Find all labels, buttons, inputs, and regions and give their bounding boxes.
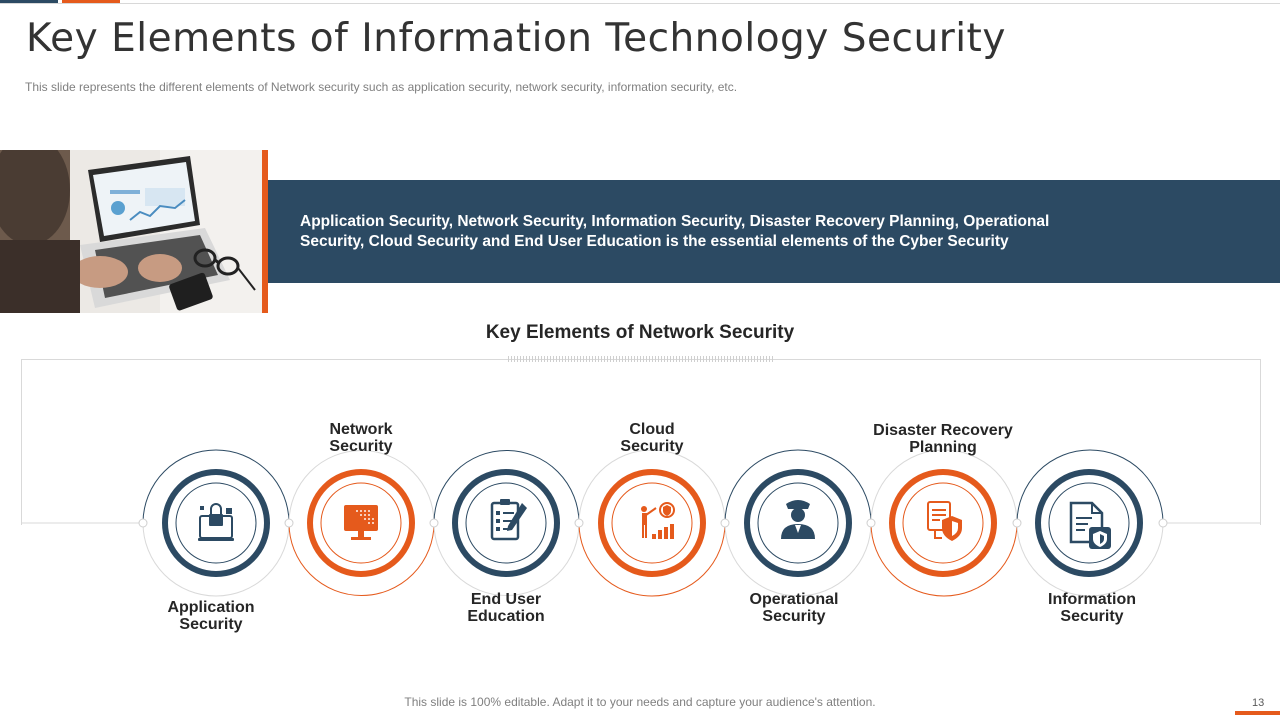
slide-title: Key Elements of Information Technology Security: [26, 16, 1006, 61]
label-application-security: Application Security: [167, 599, 255, 633]
node-operational-security: [747, 472, 849, 574]
label-operational-security: Operational Security: [749, 591, 839, 625]
section-title: Key Elements of Network Security: [485, 322, 795, 343]
node-end-user-education: [455, 472, 557, 574]
footer-note: This slide is 100% editable. Adapt it to your needs and capture your audience's attention.: [404, 695, 876, 709]
label-end-user-education: End User Education: [467, 591, 545, 625]
page-number-bar: [1235, 711, 1280, 715]
banner-text: Application Security, Network Security, Information Security, Disaster Recovery Planning, Operational Security, Cloud Security and End User Education is the essential elements of the Cyber Security: [300, 213, 1050, 250]
slide-subtitle: This slide represents the different elements of Network security such as application security, network security, information security, etc.: [25, 80, 738, 94]
label-cloud-security: Cloud Security: [620, 421, 684, 455]
node-disaster-recovery-planning: [892, 472, 994, 574]
node-network-security: [310, 472, 412, 574]
page-number: 13: [1252, 697, 1265, 709]
label-information-security: Information Security: [1048, 591, 1136, 625]
node-cloud-security: [601, 472, 703, 574]
label-disaster-recovery-planning: Disaster Recovery Planning: [873, 422, 1013, 456]
node-information-security: [1038, 472, 1140, 574]
label-network-security: Network Security: [329, 421, 393, 455]
node-application-security: [165, 472, 267, 574]
